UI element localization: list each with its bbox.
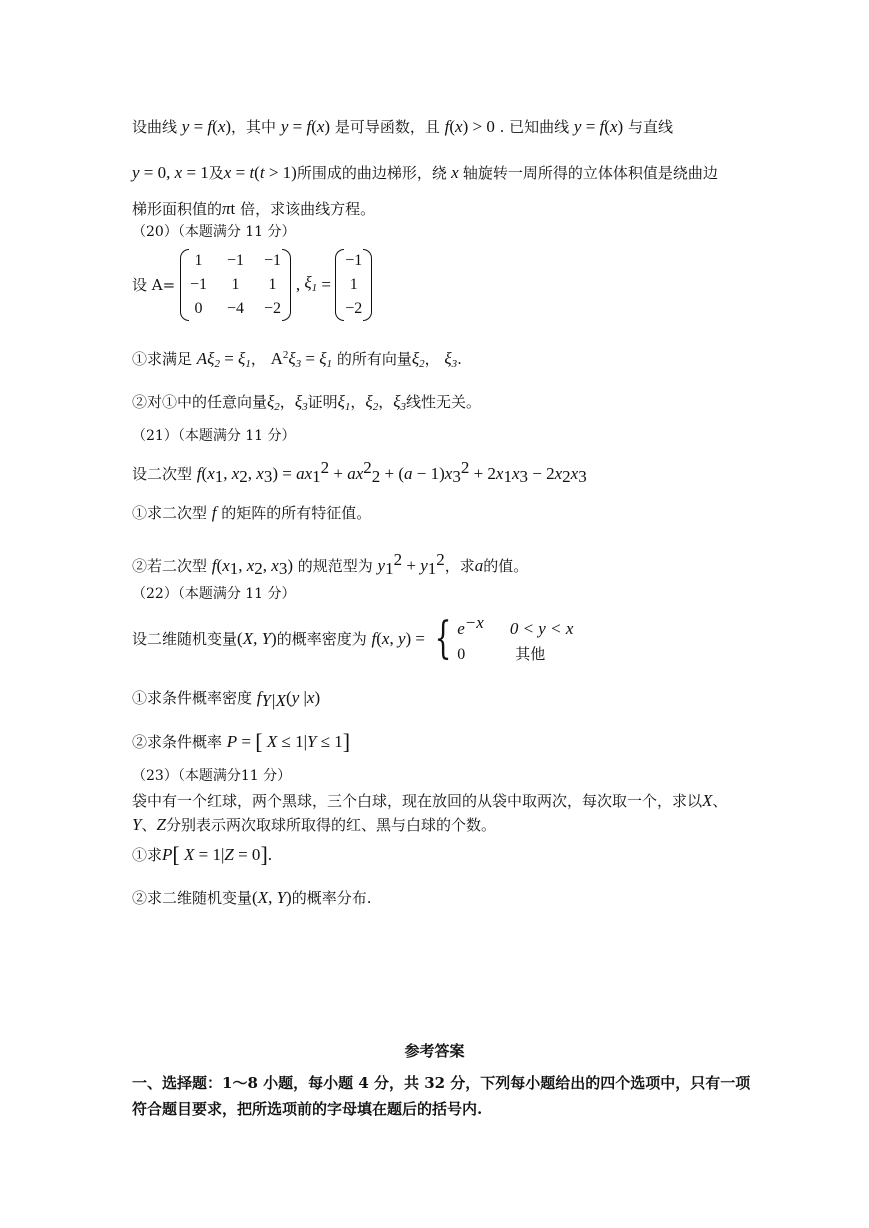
q23-line-2: Y、Z分别表示两次取球所取得的红、黑与白球的个数。 [132,815,496,834]
q23-part-2: ②求二维随机变量(X, Y)的概率分布. [132,888,372,907]
p19-line-3: 梯形面积值的πt 倍，求该曲线方程。 [132,199,376,218]
q21-part-1: ①求二次型 f 的矩阵的所有特征值。 [132,503,372,522]
answers-title: 参考答案 [404,1042,465,1060]
q22-part-2: ②求条件概率 P = [ X ≤ 1|Y ≤ 1] [132,729,351,754]
q22-header: （22）（本题满分 11 分） [132,586,296,602]
q23-header: （23）（本题满分11 分） [132,768,292,784]
case-condition: 0 < y < x [509,619,574,638]
q21-header: （21）（本题满分 11 分） [132,428,296,444]
q22-intro: 设二维随机变量(X, Y)的概率密度为 f(x, y) = { $e^{-x}$ 0 < y < x 0 其他 [132,613,574,664]
q23-part-1: ①求P[ X = 1|Z = 0]. [132,842,273,867]
q21-part-2: ②若二次型 $f(x_1$, $x_2$, $x_3$) 的规范型为 $y_1^2 + y_1^2$，求a的值。 [132,550,529,578]
vector-xi1: −1 1 −2 [335,249,372,321]
answers-section-1-line-1: 一、选择题：1～8 小题，每小题 4 分，共 32 分，下列每小题给出的四个选项中，只有一项 [132,1074,751,1092]
q23-line-1: 袋中有一个红球，两个黑球，三个白球，现在放回的从袋中取两次，每次取一个，求以X、 [132,791,728,810]
q20-part-2: ②对①中的任意向量$\xi_2$，$\xi_3$证明$\xi_1$，$\xi_2$，$\xi_3$线性无关。 [132,392,481,413]
p19-line-1: 设曲线 y = f(x)，其中 y = f(x) 是可导函数，且 f(x) > 0 . 已知曲线 y = f(x) 与直线 [132,117,673,136]
q21-intro: 设二次型 $f(x_1$, $x_2$, $x_3) = ax_1^2 + ax^2_2 + (a - 1)x_3^2 + 2x_1x_3 - 2x_2x_3$ [132,458,587,486]
q20-matrix-line: 设 A= 1 −1 −1 −1 1 1 0 −4 −2 , $\xi_1$ = −1 1 −2 [132,249,372,325]
answers-section-1-line-2: 符合题目要求，把所选项前的字母填在题后的括号内. [132,1100,483,1118]
p19-line-2: y = 0, x = 1及x = t(t > 1)所围成的曲边梯形，绕 x 轴旋转一周所得的立体体积值是绕曲边 [132,163,718,182]
matrix-a: 1 −1 −1 −1 1 1 0 −4 −2 [180,249,291,321]
q22-part-1: ①求条件概率密度 $f_{Y|X}(y$ |x) [132,688,321,710]
q20-part-1: ①求满足 $A\xi_2 = \xi_1$， $A^2\xi_3 = \xi_1$ 的所有向量$\xi_2$， $\xi_3$. [132,349,462,370]
q20-header: （20）（本题满分 11 分） [132,224,296,240]
